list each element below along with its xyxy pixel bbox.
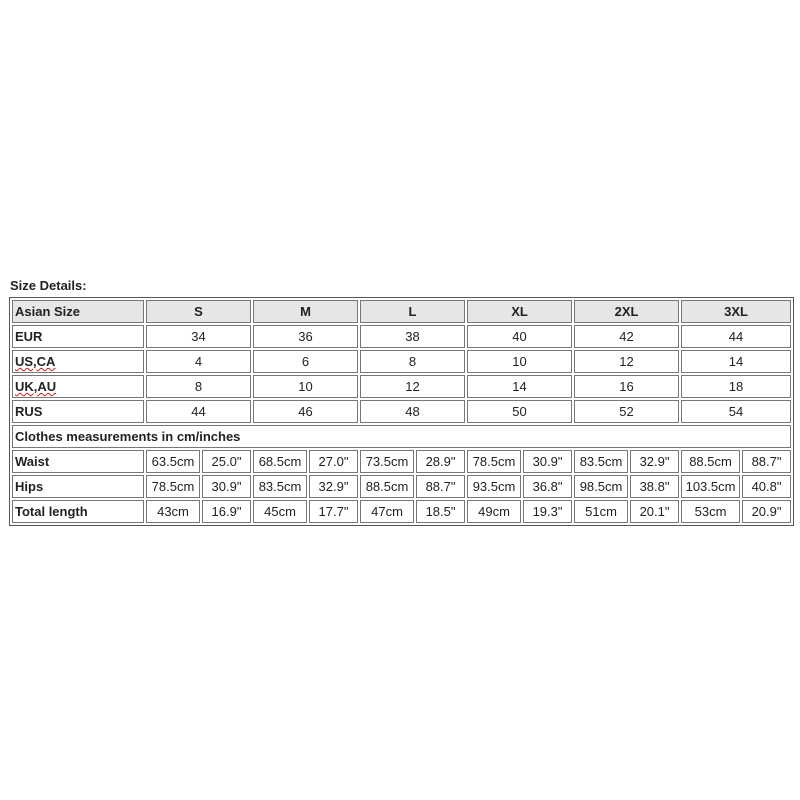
table-cell: 42: [574, 325, 679, 348]
table-cell: 78.5cm: [467, 450, 521, 473]
table-cell: 27.0": [309, 450, 358, 473]
table-cell: 12: [574, 350, 679, 373]
row-label: [12, 350, 144, 373]
table-cell: 14: [681, 350, 791, 373]
table-cell: 36: [253, 325, 358, 348]
table-cell: 16: [574, 375, 679, 398]
table-cell: 4: [146, 350, 251, 373]
section-row: [12, 425, 791, 448]
table-cell: 48: [360, 400, 465, 423]
table-cell: 63.5cm: [146, 450, 200, 473]
size-header: S: [146, 300, 251, 323]
table-cell: 28.9": [416, 450, 465, 473]
table-cell: 18: [681, 375, 791, 398]
table-cell: 36.8": [523, 475, 572, 498]
table-cell: 43cm: [146, 500, 200, 523]
table-cell: 32.9": [309, 475, 358, 498]
table-cell: 8: [146, 375, 251, 398]
row-label: Hips: [12, 475, 144, 498]
row-label: RUS: [12, 400, 144, 423]
table-cell: 30.9": [523, 450, 572, 473]
table-cell: 12: [360, 375, 465, 398]
table-cell: 25.0": [202, 450, 251, 473]
table-cell: 49cm: [467, 500, 521, 523]
table-cell: 20.9": [742, 500, 791, 523]
table-cell: 73.5cm: [360, 450, 414, 473]
header-row: [12, 300, 791, 323]
table-row: [12, 500, 791, 523]
table-cell: 52: [574, 400, 679, 423]
table-cell: 16.9": [202, 500, 251, 523]
table-cell: 50: [467, 400, 572, 423]
table-cell: 10: [467, 350, 572, 373]
table-cell: 10: [253, 375, 358, 398]
row-label: EUR: [12, 325, 144, 348]
table-cell: 19.3": [523, 500, 572, 523]
row-label: Waist: [12, 450, 144, 473]
table-cell: 78.5cm: [146, 475, 200, 498]
row-label-text: US,CA: [15, 354, 56, 369]
table-row: [12, 350, 791, 373]
table-cell: 88.7": [416, 475, 465, 498]
table-row: [12, 400, 791, 423]
table-cell: 45cm: [253, 500, 307, 523]
size-chart-table: [9, 297, 794, 526]
table-row: [12, 325, 791, 348]
size-header: M: [253, 300, 358, 323]
table-cell: 54: [681, 400, 791, 423]
table-cell: 8: [360, 350, 465, 373]
table-cell: 18.5": [416, 500, 465, 523]
size-header: 3XL: [681, 300, 791, 323]
table-cell: 103.5cm: [681, 475, 740, 498]
table-cell: 46: [253, 400, 358, 423]
table-row: [12, 475, 791, 498]
table-cell: 93.5cm: [467, 475, 521, 498]
table-cell: 6: [253, 350, 358, 373]
table-row: [12, 450, 791, 473]
table-cell: 44: [681, 325, 791, 348]
table-cell: 17.7": [309, 500, 358, 523]
table-cell: 20.1": [630, 500, 679, 523]
table-cell: 51cm: [574, 500, 628, 523]
table-cell: 83.5cm: [574, 450, 628, 473]
table-cell: 44: [146, 400, 251, 423]
table-cell: 68.5cm: [253, 450, 307, 473]
table-cell: 14: [467, 375, 572, 398]
row-label-text: UK,AU: [15, 379, 57, 394]
table-cell: 88.7": [742, 450, 791, 473]
table-cell: 30.9": [202, 475, 251, 498]
size-header: 2XL: [574, 300, 679, 323]
header-label: Asian Size: [12, 300, 144, 323]
measurements-heading: Clothes measurements in cm/inches: [12, 425, 791, 448]
table-cell: 88.5cm: [681, 450, 740, 473]
table-cell: 40.8": [742, 475, 791, 498]
table-cell: 34: [146, 325, 251, 348]
table-row: [12, 375, 791, 398]
row-label: Total length: [12, 500, 144, 523]
table-cell: 38.8": [630, 475, 679, 498]
table-cell: 88.5cm: [360, 475, 414, 498]
table-cell: 38: [360, 325, 465, 348]
table-cell: 40: [467, 325, 572, 348]
table-cell: 98.5cm: [574, 475, 628, 498]
table-cell: 83.5cm: [253, 475, 307, 498]
row-label: [12, 375, 144, 398]
table-cell: 53cm: [681, 500, 740, 523]
table-cell: 32.9": [630, 450, 679, 473]
page-title: Size Details:: [10, 278, 87, 293]
size-header: L: [360, 300, 465, 323]
size-header: XL: [467, 300, 572, 323]
table-cell: 47cm: [360, 500, 414, 523]
